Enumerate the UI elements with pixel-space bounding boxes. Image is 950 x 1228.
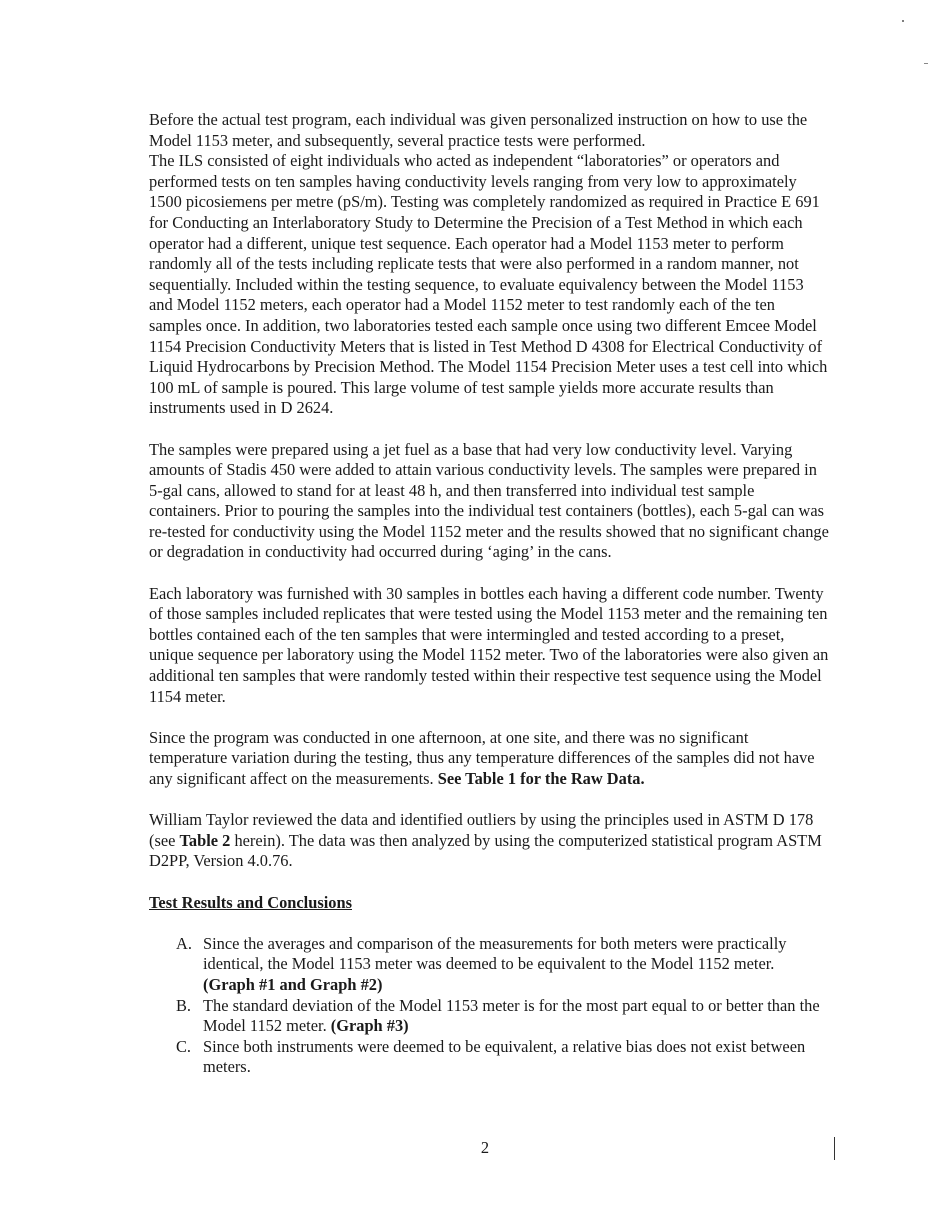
table-2-reference: Table 2 (179, 830, 231, 850)
result-marker-a: A. (176, 933, 192, 953)
result-b-text: The standard deviation of the Model 1153 meter is for the most part equal to or better than the Model 1152 meter. (203, 995, 820, 1036)
paragraph-2-text: The ILS consisted of eight individuals who acted as independent “laboratories” or operators and performed tests on ten samples having conductivity levels ranging from very low to approximately 1500 picosiemens per metre (pS/m). Testing was completely randomized as required in Practice E 691 for Conducting an Interlaboratory Study to Determine the Precision of a Test Method in which each operator had a different, unique test sequence. Each operator had a Model 1153 meter to perform randomly all of the tests including replicate tests that were also performed in a random manner, not sequentially. Included within the testing sequence, to evaluate equivalency between the Model 1153 and Model 1152 meters, each operator had a Model 1152 meter to test randomly each of the ten samples once. In addition, two laboratories tested each sample once using two different Emcee Model 1154 Precision Conductivity Meters that is listed in Test Method D 4308 for Electrical Conductivity of Liquid Hydrocarbons by Precision Method. The Model 1154 Precision Meter uses a test cell into which 100 mL of sample is poured. This large volume of test sample yields more accurate results than instruments used in D 2624. (149, 151, 828, 418)
paragraph-4-text: Each laboratory was furnished with 30 samples in bottles each having a different code number. Twenty of those samples included replicates that were tested using the Model 1153 meter and the remaining ten bottles contained each of the ten samples that were intermingled and tested according to a preset, unique sequence per laboratory using the Model 1152 meter. Two of the laboratories were also given an additional ten samples that were randomly tested within their respective test sequence using the Model 1154 meter. (149, 583, 829, 706)
paragraph-1-text: Before the actual test program, each individual was given personalized instruction on how to use the Model 1153 meter, and subsequently, several practice tests were performed. (149, 110, 808, 150)
result-c-text: Since both instruments were deemed to be equivalent, a relative bias does not exist between meters. (203, 1036, 806, 1077)
result-item-b (149, 996, 829, 1037)
paragraph-3 (149, 440, 829, 564)
results-list (149, 934, 829, 1078)
scan-mark-bar (834, 1137, 835, 1160)
paragraph-5-text: Since the program was conducted in one afternoon, at one site, and there was no significant temperature variation during the testing, thus any temperature differences of the samples did not have any significant affect on the measurements. (149, 727, 815, 788)
raw-data-reference: See Table 1 for the Raw Data. (437, 769, 645, 788)
result-item-a (149, 934, 829, 996)
paragraph-6 (149, 810, 829, 872)
paragraph-6-text-end: herein). The data was then analyzed by using the computerized statistical program ASTM D2PP, Version 4.0.76. (149, 830, 822, 871)
paragraph-5 (149, 728, 829, 790)
result-b-graph-reference: (Graph #3) (330, 1016, 409, 1036)
document-page (149, 110, 829, 1078)
paragraph-3-text: The samples were prepared using a jet fuel as a base that had very low conductivity level. Varying amounts of Stadis 450 were added to attain various conductivity levels. The samples were prepared in 5-gal cans, allowed to stand for at least 48 h, and then transferred into individual test sample containers. Prior to pouring the samples into the individual test containers (bottles), each 5-gal can was re-tested for conductivity using the Model 1152 meter and the results showed that no significant change or degradation in conductivity had occurred during ‘aging’ in the cans. (149, 439, 829, 562)
page-number: 2 (480, 1138, 490, 1157)
paragraph-4 (149, 584, 829, 708)
paragraph-6-text-start: William Taylor reviewed the data and identified outliers by using the principles used in ASTM D 178 (see (149, 810, 814, 850)
result-marker-b: B. (176, 995, 192, 1015)
scan-mark-dot (902, 20, 904, 22)
result-a-text: Since the averages and comparison of the measurements for both meters were practically identical, the Model 1153 meter was deemed to be equivalent to the Model 1152 meter. (203, 933, 787, 974)
result-item-c (149, 1037, 829, 1078)
paragraph-1 (149, 110, 829, 151)
scan-mark-dash (924, 63, 928, 64)
result-marker-c: C. (176, 1036, 192, 1056)
result-a-graph-reference: (Graph #1 and Graph #2) (203, 974, 383, 994)
paragraph-2 (149, 151, 829, 419)
section-heading: Test Results and Conclusions (149, 892, 352, 912)
